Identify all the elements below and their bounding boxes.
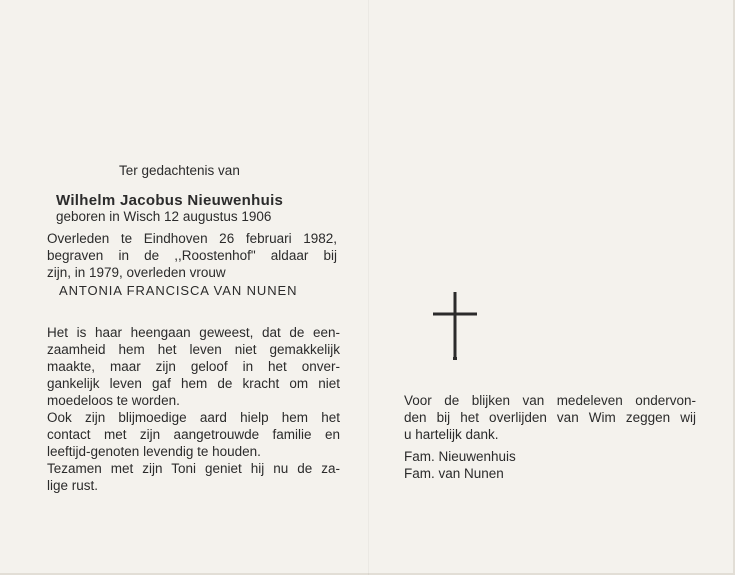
body-line: leeftijd-genoten levendig te houden. xyxy=(47,444,261,459)
signatures xyxy=(404,448,704,482)
thanks-line: den bij het overlijden van Wim zeggen wij xyxy=(404,410,696,425)
death-line: begraven in de ,,Roostenhof" aldaar bij xyxy=(47,248,337,263)
death-line: Overleden te Eindhoven 26 februari 1982, xyxy=(47,231,337,246)
deceased-name: Wilhelm Jacobus Nieuwenhuis xyxy=(56,192,284,209)
card-fold xyxy=(368,0,369,575)
body-line: gankelijk leven gaf hem de kracht om niet xyxy=(47,376,340,391)
body-line: moedeloos te worden. xyxy=(47,393,180,408)
death-line: zijn, in 1979, overleden vrouw xyxy=(47,265,226,280)
thanks-paragraph xyxy=(404,392,696,443)
thanks-line: u hartelijk dank. xyxy=(404,427,499,442)
body-line: Ook zijn blijmoedige aard hielp hem het xyxy=(47,410,340,425)
intro-text: Ter gedachtenis van xyxy=(119,163,240,178)
cross-icon xyxy=(433,292,477,360)
thanks-line: Voor de blijken van medeleven ondervon- xyxy=(404,393,696,408)
body-line: Tezamen met zijn Toni geniet hij nu de za- xyxy=(47,461,340,476)
body-line: contact met zijn aangetrouwde familie en xyxy=(47,427,340,442)
birth-text: geboren in Wisch 12 augustus 1906 xyxy=(56,209,272,224)
signature-line: Fam. Nieuwenhuis xyxy=(404,449,516,464)
body-line: lige rust. xyxy=(47,478,99,493)
body-line: zaamheid hem het leven niet gemakkelijk xyxy=(47,342,340,357)
wife-name: ANTONIA FRANCISCA VAN NUNEN xyxy=(59,283,298,298)
body-line: Het is haar heengaan geweest, dat de een- xyxy=(47,325,340,340)
death-paragraph xyxy=(47,230,337,281)
memorial-paragraph xyxy=(47,324,340,494)
body-line: maakte, maar zijn geloof in het onver- xyxy=(47,359,340,374)
signature-line: Fam. van Nunen xyxy=(404,466,504,481)
right-panel xyxy=(404,392,704,482)
